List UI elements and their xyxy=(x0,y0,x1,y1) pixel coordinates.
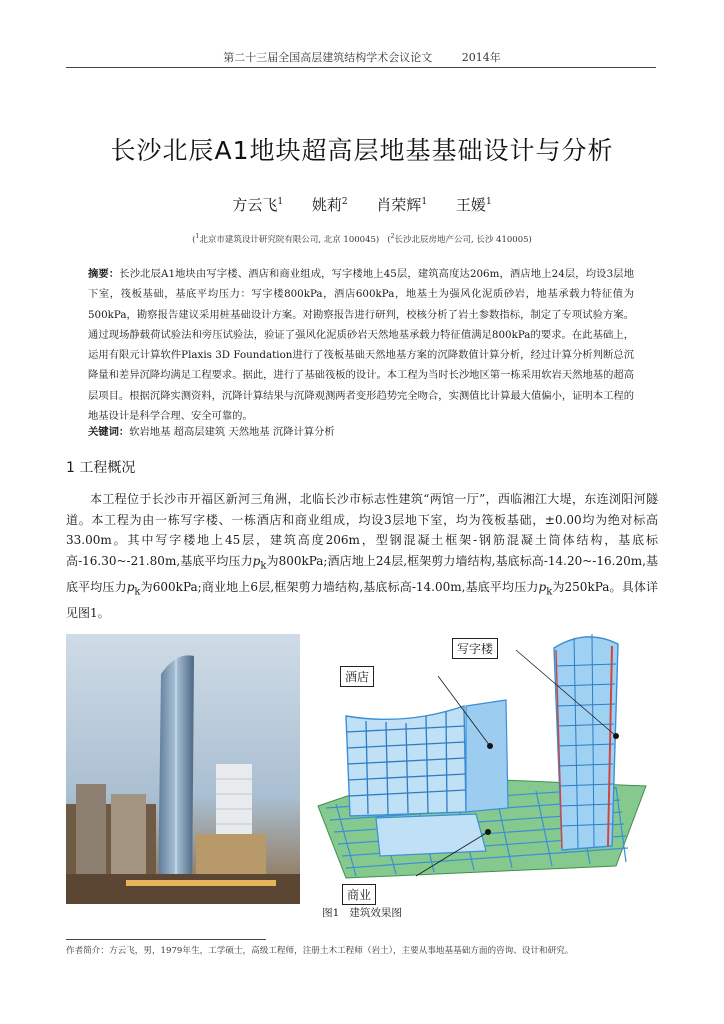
author-footnote: 作者简介：方云飞，男，1979年生，工学硕士，高级工程师，注册土木工程师（岩土），主要从事地基基础方面的咨询、设计和研究。 xyxy=(66,946,574,956)
header-rule xyxy=(66,67,656,68)
author: 王媛$^1$ xyxy=(455,196,492,214)
running-header xyxy=(0,49,724,65)
affiliations: ($^1$北京市建筑设计研究院有限公司, 北京 100045) ($^2$长沙北辰房地产公司, 长沙 410005) xyxy=(192,233,532,245)
keywords-text: 软岩地基 超高层建筑 天然地基 沉降计算分析 xyxy=(129,426,335,438)
pressure-symbol: p xyxy=(126,579,135,594)
conference-name: 第二十三届全国高层建筑结构学术会议论文 xyxy=(223,51,433,64)
caption-title: 建筑效果图 xyxy=(349,907,402,919)
figure-1 xyxy=(66,626,658,912)
paper-title: 长沙北辰A1地块超高层地基基础设计与分析 xyxy=(110,136,614,165)
callout-hotel: 酒店 xyxy=(340,666,374,687)
affiliation-2: 长沙北辰房地产公司, 长沙 410005) xyxy=(394,235,532,245)
pressure-symbol: p xyxy=(538,579,547,594)
affiliation-1: 北京市建筑设计研究院有限公司, 北京 100045) xyxy=(199,235,380,245)
footnote-rule xyxy=(66,939,266,940)
author: 肖荣辉$^1$ xyxy=(376,196,428,214)
author: 方云飞$^1$ xyxy=(232,196,284,214)
author-list xyxy=(0,194,724,215)
keywords xyxy=(88,423,634,438)
callout-office: 写字楼 xyxy=(452,638,498,659)
section-heading: 1 工程概况 xyxy=(66,460,136,476)
callout-commercial: 商业 xyxy=(342,884,376,905)
header-year: 2014年 xyxy=(461,51,501,64)
abstract xyxy=(88,264,634,426)
author: 姚莉$^2$ xyxy=(311,196,348,214)
section-body: 本工程位于长沙市开福区新河三角洲，北临长沙市标志性建筑“两馆一厅”，西临湘江大堤，东连浏阳河隧道。本工程为由一栋写字楼、一栋酒店和商业组成，均设3层地下室，均为筏板基础，±0.00均为绝对标高33.00m。其中写字楼地上45层，建筑高度206m，型钢混凝土框架-钢筋混凝土筒体结构，基底标高-16.30~-21.80m,基底平均压力$p_k$为800kPa;酒店地上24层,框架剪力墙结构,基底标高-14.20~-16.20m,基底平均压力$p_k$为600kPa;商业地上6层,框架剪力墙结构,基底标高-14.00m,基底平均压力$p_k$为250kPa。具体详见图1。 xyxy=(66,492,658,620)
keywords-label: 关键词： xyxy=(88,426,130,438)
pressure-symbol: p xyxy=(252,553,261,568)
figure-caption xyxy=(0,905,724,920)
caption-number: 图1 xyxy=(322,907,340,919)
abstract-label: 摘要： xyxy=(88,268,120,280)
rendering-photo xyxy=(66,634,300,904)
abstract-text: 长沙北辰A1地块由写字楼、酒店和商业组成，写字楼地上45层，建筑高度达206m，酒店地上24层，均设3层地下室，筏板基础，基底平均压力：写字楼800kPa，酒店600kPa，地基土为强风化泥质砂岩，地基承载力特征值为500kPa，勘察报告建议采用桩基础设计方案。对勘察报告进行研判，校核分析了岩土参数指标，制定了专项试验方案。通过现场静载荷试验法和旁压试验法，验证了强风化泥质砂岩天然地基承载力特征值满足800kPa的要求。在此基础上，运用有限元计算软件Plaxis 3D Foundation进行了筏板基础天然地基方案的沉降数值计算分析，经过计算分析判断总沉降量和差异沉降均满足工程要求。据此，进行了基础筏板的设计。本工程为当时长沙地区第一栋采用软岩天然地基的超高层项目。根据沉降实测资料，沉降计算结果与沉降观测两者变形趋势完全吻合，实测值比计算最大值偏小，证明本工程的地基设计是科学合理、安全可靠的。 xyxy=(88,268,634,423)
